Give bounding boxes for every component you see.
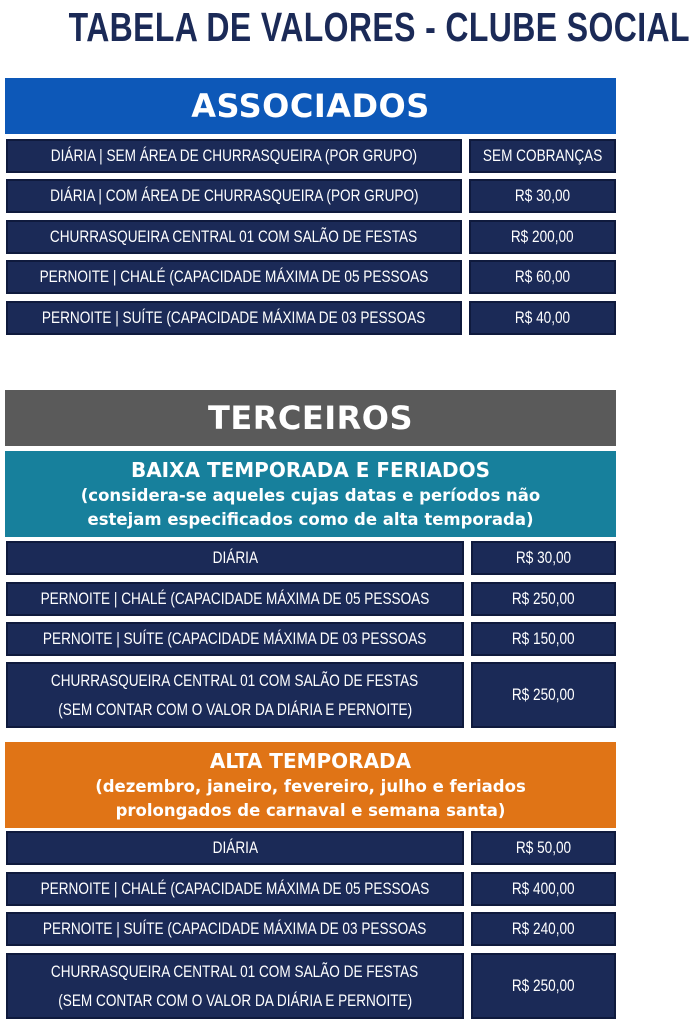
alta-temporada-header [5, 742, 616, 828]
alta-row-1-label: DIÁRIA [6, 831, 464, 865]
baixa-temporada-heading: BAIXA TEMPORADA E FERIADOS [130, 458, 491, 482]
alta-row-1-price: R$ 50,00 [471, 831, 616, 865]
alta-row-2-label: PERNOITE | CHALÉ (CAPACIDADE MÁXIMA DE 05 PESSOAS [6, 872, 464, 906]
baixa-row-2-price: R$ 250,00 [471, 582, 616, 616]
alta-row-2-price: R$ 400,00 [471, 872, 616, 906]
alta-temporada-heading: ALTA TEMPORADA [209, 749, 412, 773]
associados-row-5-label: PERNOITE | SUÍTE (CAPACIDADE MÁXIMA DE 03 PESSOAS [6, 301, 462, 335]
associados-row-2-label: DIÁRIA | COM ÁREA DE CHURRASQUEIRA (POR GRUPO) [6, 179, 462, 213]
terceiros-header [5, 390, 616, 446]
baixa-temporada-header [5, 451, 616, 537]
baixa-row-4-label-line2: (SEM CONTAR COM O VALOR DA DIÁRIA E PERNOITE) [58, 700, 412, 719]
associados-row-3-price: R$ 200,00 [469, 220, 616, 254]
baixa-temporada-note-line2: estejam especificados como de alta temporada) [87, 510, 534, 529]
baixa-row-1-label: DIÁRIA [6, 541, 464, 575]
alta-row-3-label: PERNOITE | SUÍTE (CAPACIDADE MÁXIMA DE 03 PESSOAS [6, 912, 464, 946]
associados-heading: ASSOCIADOS [191, 87, 430, 125]
alta-row-3-price: R$ 240,00 [471, 912, 616, 946]
page-title: TABELA DE VALORES - CLUBE SOCIAL [68, 4, 690, 50]
baixa-row-3-label: PERNOITE | SUÍTE (CAPACIDADE MÁXIMA DE 03 PESSOAS [6, 622, 464, 656]
alta-row-4-label-line1: CHURRASQUEIRA CENTRAL 01 COM SALÃO DE FESTAS [51, 962, 419, 981]
baixa-row-4-label-line1: CHURRASQUEIRA CENTRAL 01 COM SALÃO DE FESTAS [51, 671, 419, 690]
baixa-row-1-price: R$ 30,00 [471, 541, 616, 575]
alta-temporada-note-line2: prolongados de carnaval e semana santa) [115, 801, 506, 820]
alta-row-4-price: R$ 250,00 [471, 953, 616, 1019]
baixa-row-4-label [6, 662, 464, 728]
associados-row-1-label: DIÁRIA | SEM ÁREA DE CHURRASQUEIRA (POR GRUPO) [6, 139, 462, 173]
associados-row-5-price: R$ 40,00 [469, 301, 616, 335]
baixa-row-4-price: R$ 250,00 [471, 662, 616, 728]
associados-header [5, 78, 616, 134]
associados-row-2-price: R$ 30,00 [469, 179, 616, 213]
terceiros-heading: TERCEIROS [208, 399, 413, 437]
alta-row-4-label-line2: (SEM CONTAR COM O VALOR DA DIÁRIA E PERNOITE) [58, 991, 412, 1010]
baixa-row-2-label: PERNOITE | CHALÉ (CAPACIDADE MÁXIMA DE 05 PESSOAS [6, 582, 464, 616]
associados-row-4-label: PERNOITE | CHALÉ (CAPACIDADE MÁXIMA DE 05 PESSOAS [6, 260, 462, 294]
associados-row-1-price: SEM COBRANÇAS [469, 139, 616, 173]
alta-temporada-note-line1: (dezembro, janeiro, fevereiro, julho e feriados [95, 777, 526, 796]
baixa-temporada-note-line1: (considera-se aqueles cujas datas e períodos não [80, 486, 541, 505]
alta-row-4-label [6, 953, 464, 1019]
associados-row-3-label: CHURRASQUEIRA CENTRAL 01 COM SALÃO DE FESTAS [6, 220, 462, 254]
associados-row-4-price: R$ 60,00 [469, 260, 616, 294]
baixa-row-3-price: R$ 150,00 [471, 622, 616, 656]
